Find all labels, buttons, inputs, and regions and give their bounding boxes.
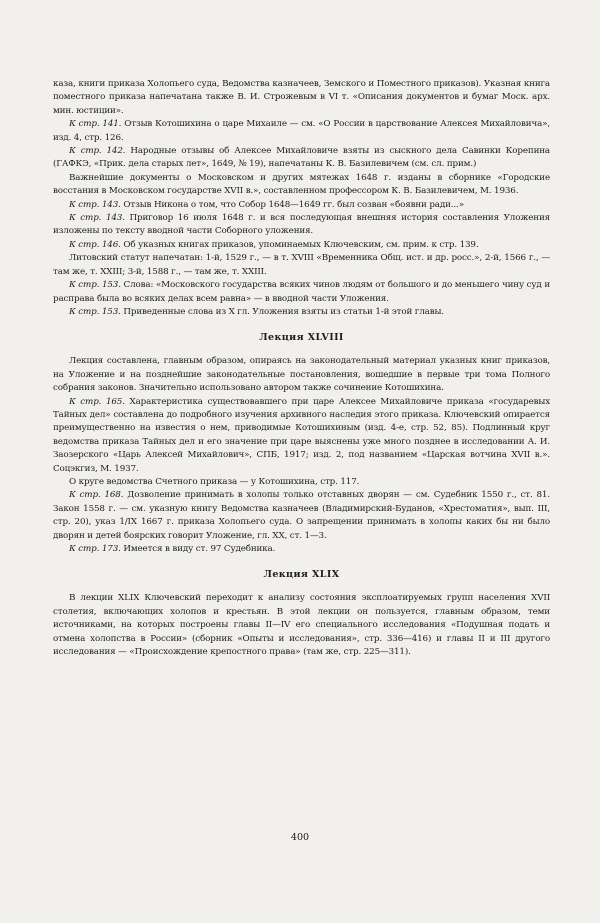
- note-text: Литовский статут напечатан: 1-й, 1529 г., — в т. XVIII «Временника Общ. ист. и др. росс.», 2-й, 1566 г., — там же, т. XXIII; 3-й, 1588 г., — там же, т. XXIII.: [53, 253, 550, 277]
- page-reference: К стр. 143.: [69, 213, 125, 224]
- note-paragraph: [53, 355, 550, 395]
- note-paragraph: [53, 239, 550, 252]
- note-paragraph: [53, 489, 550, 543]
- lecture-heading: Лекция XLIX: [263, 569, 340, 581]
- note-paragraph: [53, 306, 550, 319]
- page-reference: К стр. 143.: [69, 199, 121, 210]
- page-number: 400: [290, 832, 310, 843]
- note-paragraph: [53, 145, 550, 172]
- note-paragraph: [53, 78, 550, 118]
- note-text: Отзыв Никона о том, что Собор 1648—1649 гг. был созван «боявни ради...»: [123, 199, 464, 210]
- page-reference: К стр. 142.: [69, 146, 126, 157]
- note-text: Дозволение принимать в холопы только отставных дворян — см. Судебник 1550 г., ст. 81. Закон 1558 г. — см. указную книгу Ведомства казначеев (Владимирский-Буданов, «Хрестоматия», вып. III, стр. 20), указ 1/IX 1667 г. приказа Холопьего суда. О запрещении принимать в холопы каких бы ни было дворян и детей боярских говорит Уложение, гл. XX, ст. 1—3.: [53, 490, 550, 541]
- note-paragraph: [53, 592, 550, 659]
- note-text: Народные отзывы об Алексее Михайловиче взяты из сыскного дела Савинки Корепина (ГАФКЭ, «Прик. дела старых лет», 1649, № 19), напечатаны К. В. Базилевичем (см. сл. прим.): [53, 146, 550, 170]
- note-text: каза, книги приказа Холопьего суда, Ведомства казначеев, Земского и Поместного приказов). Указная книга поместного приказа напечатана также В. И. Строжевым в VI т. «Описания документов и бумаг Моск. арх. мин. юстиции».: [53, 79, 550, 116]
- note-paragraph: [53, 212, 550, 239]
- note-text: О круге ведомства Счетного приказа — у Котошихина, стр. 117.: [69, 476, 360, 487]
- note-paragraph: [53, 199, 550, 212]
- note-paragraph: [53, 118, 550, 145]
- page-reference: К стр. 153.: [69, 280, 121, 291]
- page-reference: К стр. 153.: [69, 306, 121, 317]
- note-paragraph: [53, 543, 550, 556]
- note-paragraph: [53, 252, 550, 279]
- note-text: Приведенные слова из X гл. Уложения взяты из статьи 1-й этой главы.: [123, 306, 444, 317]
- notes-section-lecture-49: [53, 592, 550, 659]
- note-text: Отзыв Котошихина о царе Михаиле — см. «О России в царствование Алексея Михайловича», изд. 4, стр. 126.: [53, 119, 550, 143]
- page-reference: К стр. 146.: [69, 239, 121, 250]
- note-text: Об указных книгах приказов, упоминаемых Ключевским, см. прим. к стр. 139.: [123, 239, 479, 250]
- note-paragraph: [53, 279, 550, 306]
- note-text: Слова: «Московского государства всяких чинов людям от большого и до меньшего чину суд и расправа была во всяких делах всем равна» — в вводной части Уложения.: [53, 280, 550, 304]
- lecture-heading: Лекция XLVIII: [259, 332, 344, 344]
- note-text: Приговор 16 июля 1648 г. и вся последующая внешняя история составления Уложения изложены по тексту вводной части Соборного уложения.: [53, 213, 550, 237]
- page-reference: К стр. 173.: [69, 544, 121, 554]
- page-reference: К стр. 168.: [69, 490, 124, 501]
- note-text: Имеется в виду ст. 97 Судебника.: [123, 544, 276, 554]
- page-reference: К стр. 165.: [69, 396, 125, 407]
- note-paragraph: [53, 172, 550, 199]
- page-reference: К стр. 141.: [69, 119, 122, 130]
- note-paragraph: [53, 476, 550, 489]
- note-paragraph: [53, 396, 550, 476]
- note-text: Важнейшие документы о Московском и других мятежах 1648 г. изданы в сборнике «Городские восстания в Московском государстве XVII в.», составленном профессором К. В. Базилевичем, М. 1936.: [53, 172, 550, 197]
- notes-section-lecture-48: [53, 355, 550, 556]
- note-text: Характеристика существовавшего при царе Алексее Михайловиче приказа «государевых Тайных дел» составлена до подробного изучения архивного наследия этого приказа. Ключевский опирается преимущественно на известия о нем, приводимые Котошихиным (изд. 4-е, стр. 52, 85). Подлинный круг ведомства приказа Тайных дел и его значение при царе выяснены уже много позднее в исследовании А. И. Заозерского «Царь Алексей Михайлович», СПБ, 1917; изд. 2, под названием «Царская вотчина XVII в.». Соцэкгиз, М. 1937.: [53, 396, 550, 474]
- note-text: В лекции XLIX Ключевский переходит к анализу состояния эксплоатируемых групп населения XVII столетия, включающих холопов и крестьян. В этой лекции он пользуется, главным образом, теми источниками, на которых построены главы II—IV его специального исследования «Подушная подать и отмена холопства в России» (сборник «Опыты и исследования», стр. 336—416) и главы II и III другого исследования — «Происхождение крепостного права» (там же, стр. 225—311).: [53, 593, 550, 658]
- note-text: Лекция составлена, главным образом, опираясь на законодательный материал указных книг приказов, на Уложение и на позднейшие законодательные постановления, вошедшие в первые три тома Полного собрания законов. Значительно использовано автором также сочинение Котошихина.: [53, 356, 550, 394]
- notes-section-continued: [53, 78, 550, 319]
